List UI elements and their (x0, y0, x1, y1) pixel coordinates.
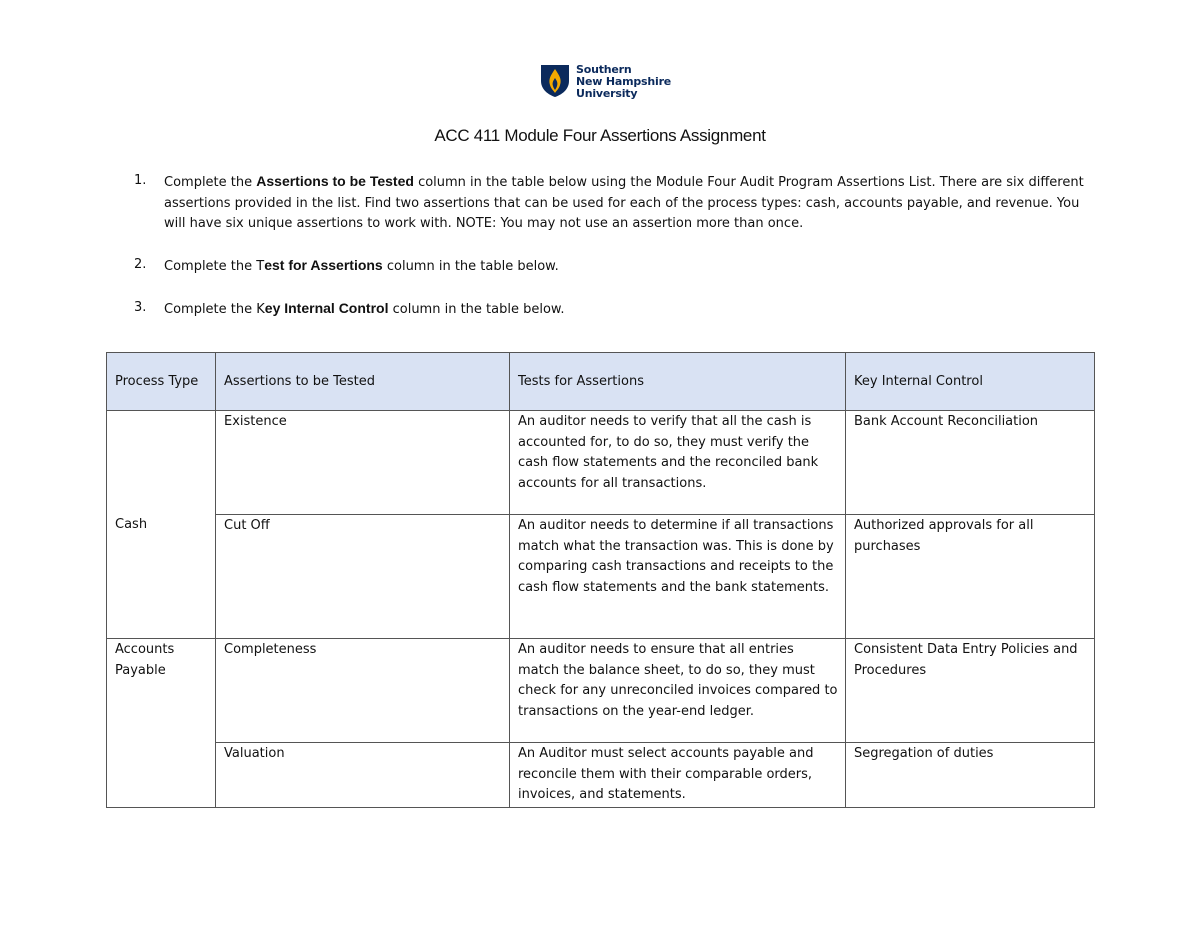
instruction-text-bold: est for Assertions (264, 257, 383, 273)
test-cell: An auditor needs to determine if all transactions match what the transaction was. This is done by comparing cash transactions and receipts to the cash flow statements and the bank statements. (510, 515, 846, 639)
instruction-text-pre: Complete the T (164, 259, 265, 274)
header-assertions: Assertions to be Tested (216, 353, 510, 411)
table-row (107, 639, 1095, 743)
instruction-item (134, 171, 1094, 235)
header-key-control: Key Internal Control (846, 353, 1095, 411)
instruction-text-bold: ey Internal Control (264, 300, 389, 316)
header-tests: Tests for Assertions (510, 353, 846, 411)
assertions-table-container (106, 352, 1094, 808)
test-cell: An auditor needs to ensure that all entries match the balance sheet, to do so, they must check for any unreconciled invoices compared to transactions on the year-end ledger. (510, 639, 846, 743)
control-cell: Authorized approvals for all purchases (846, 515, 1095, 639)
instruction-text-post: column in the table below using the Module Four Audit Program Assertions List. There are six different assertions provided in the list. Find two assertions that can be used for each of the process types: cash, accounts payable, and revenue. You will have six unique assertions to work with. NOTE: You may not use an assertion more than once. (164, 175, 1084, 231)
control-cell: Segregation of duties (846, 743, 1095, 808)
test-cell: An auditor needs to verify that all the cash is accounted for, to do so, they must verify the cash flow statements and the reconciled bank accounts for all transactions. (510, 411, 846, 515)
instruction-text-bold: Assertions to be Tested (256, 173, 414, 189)
assertions-table (106, 352, 1095, 808)
table-row (107, 515, 1095, 639)
instruction-number: 1. (134, 173, 147, 188)
control-cell: Consistent Data Entry Policies and Procedures (846, 639, 1095, 743)
logo-wordmark (576, 64, 671, 100)
instruction-number: 3. (134, 300, 147, 315)
header-process-type: Process Type (107, 353, 216, 411)
assertion-cell: Valuation (216, 743, 510, 808)
instruction-item (134, 255, 1094, 278)
process-type-cell: Accounts Payable (107, 639, 216, 808)
instruction-list (134, 171, 1094, 341)
test-cell: An Auditor must select accounts payable and reconcile them with their comparable orders, invoices, and statements. (510, 743, 846, 808)
instruction-number: 2. (134, 257, 147, 272)
assertion-cell: Completeness (216, 639, 510, 743)
table-row (107, 743, 1095, 808)
assertion-cell: Existence (216, 411, 510, 515)
logo-line-3: University (576, 87, 638, 100)
control-cell: Bank Account Reconciliation (846, 411, 1095, 515)
table-header-row (107, 353, 1095, 411)
university-logo (540, 64, 671, 100)
instruction-text-pre: Complete the (164, 175, 257, 190)
instruction-text-post: column in the table below. (382, 259, 559, 274)
instruction-text-post: column in the table below. (388, 302, 565, 317)
assertion-cell: Cut Off (216, 515, 510, 639)
logo-line-1: Southern (576, 63, 632, 76)
instruction-text-pre: Complete the K (164, 302, 265, 317)
process-type-cell: Cash (107, 411, 216, 639)
table-row (107, 411, 1095, 515)
shield-flame-logo-icon (540, 64, 570, 98)
logo-line-2: New Hampshire (576, 75, 672, 88)
page-title: ACC 411 Module Four Assertions Assignment (434, 126, 766, 145)
instruction-item (134, 298, 1094, 321)
